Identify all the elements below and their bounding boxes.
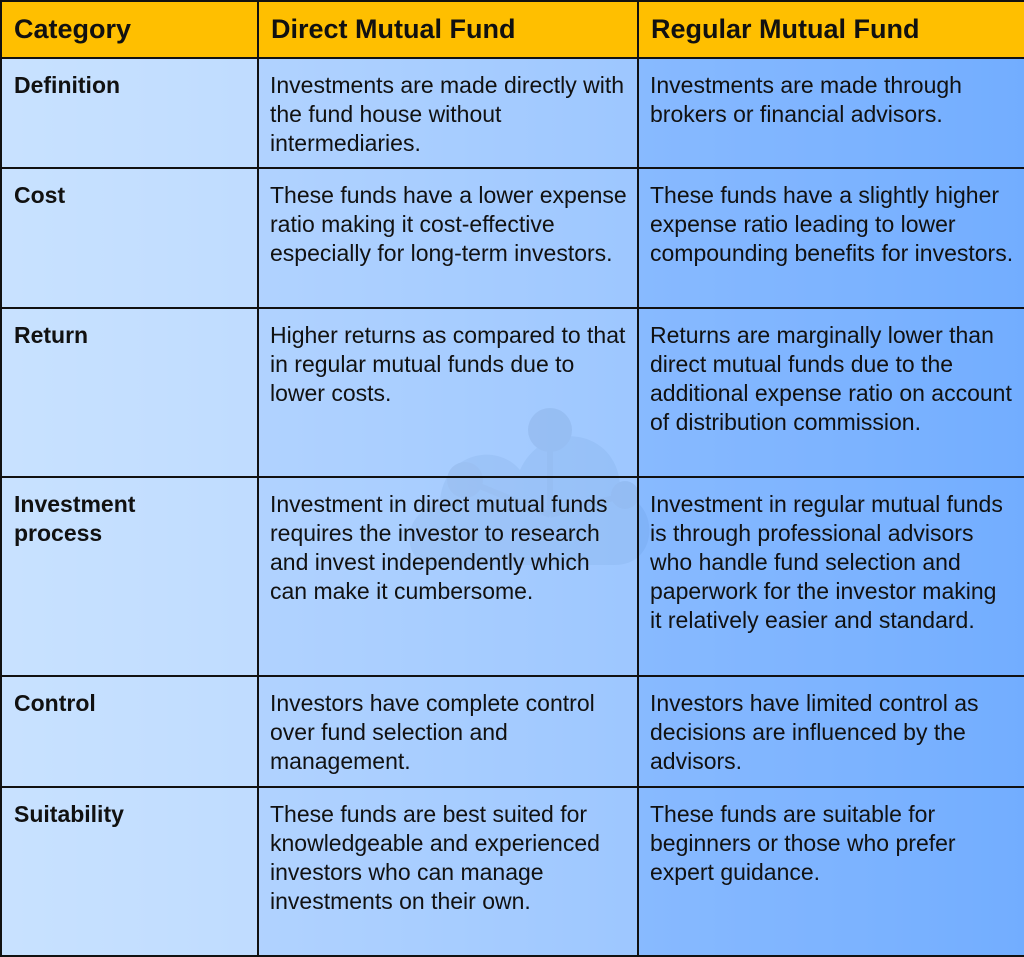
direct-cell: Investors have complete control over fund selection and management. <box>258 676 638 787</box>
direct-cell: Higher returns as compared to that in regular mutual funds due to lower costs. <box>258 308 638 477</box>
row-category: Suitability <box>1 787 258 956</box>
direct-cell: These funds are best suited for knowledgeable and experienced investors who can manage investments on their own. <box>258 787 638 956</box>
direct-cell: Investments are made directly with the fund house without intermediaries. <box>258 58 638 168</box>
table-header-row <box>1 1 1024 58</box>
row-category: Cost <box>1 168 258 308</box>
regular-cell: Returns are marginally lower than direct mutual funds due to the additional expense ratio on account of distribution commission. <box>638 308 1024 477</box>
regular-cell: Investors have limited control as decisions are influenced by the advisors. <box>638 676 1024 787</box>
regular-cell: Investments are made through brokers or financial advisors. <box>638 58 1024 168</box>
direct-cell: These funds have a lower expense ratio making it cost-effective especially for long-term investors. <box>258 168 638 308</box>
direct-cell: Investment in direct mutual funds requires the investor to research and invest independently which can make it cumbersome. <box>258 477 638 675</box>
header-category: Category <box>1 1 258 58</box>
table-row <box>1 168 1024 308</box>
table-row <box>1 58 1024 168</box>
row-category: Definition <box>1 58 258 168</box>
regular-cell: Investment in regular mutual funds is through professional advisors who handle fund selection and paperwork for the investor making it relatively easier and standard. <box>638 477 1024 675</box>
regular-cell: These funds have a slightly higher expense ratio leading to lower compounding benefits for investors. <box>638 168 1024 308</box>
table-row <box>1 676 1024 787</box>
row-category: Investment process <box>1 477 258 675</box>
regular-cell: These funds are suitable for beginners or those who prefer expert guidance. <box>638 787 1024 956</box>
row-category: Control <box>1 676 258 787</box>
table-row <box>1 308 1024 477</box>
table-row <box>1 477 1024 675</box>
row-category: Return <box>1 308 258 477</box>
header-regular-mutual-fund: Regular Mutual Fund <box>638 1 1024 58</box>
table-row <box>1 787 1024 956</box>
header-direct-mutual-fund: Direct Mutual Fund <box>258 1 638 58</box>
